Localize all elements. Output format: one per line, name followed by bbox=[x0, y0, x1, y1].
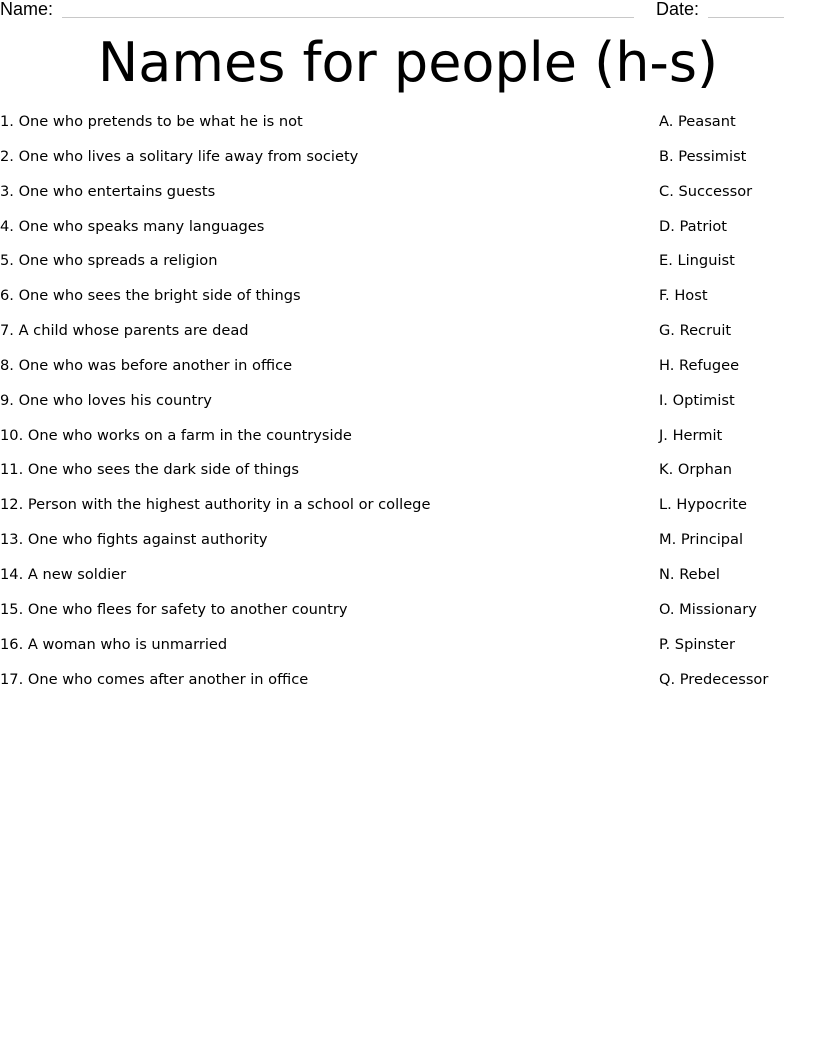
answer-item: Q. Predecessor bbox=[659, 670, 769, 688]
question-item: 3. One who entertains guests bbox=[0, 182, 216, 200]
question-item: 10. One who works on a farm in the countryside bbox=[0, 426, 352, 444]
name-label: Name: bbox=[0, 0, 54, 19]
answer-item: F. Host bbox=[659, 287, 708, 305]
question-item: 14. A new soldier bbox=[0, 565, 127, 583]
answer-item: G. Recruit bbox=[659, 322, 732, 340]
answer-item: B. Pessimist bbox=[659, 147, 747, 165]
answer-item: M. Principal bbox=[659, 531, 744, 549]
answer-item: K. Orphan bbox=[659, 461, 733, 479]
name-blank-line bbox=[62, 17, 634, 18]
question-item: 15. One who flees for safety to another country bbox=[0, 600, 348, 618]
answer-item: E. Linguist bbox=[659, 252, 735, 270]
question-item: 7. A child whose parents are dead bbox=[0, 322, 249, 340]
question-item: 9. One who loves his country bbox=[0, 391, 212, 409]
answer-item: I. Optimist bbox=[659, 391, 735, 409]
question-item: 11. One who sees the dark side of things bbox=[0, 461, 300, 479]
worksheet-title: Names for people (h-s) bbox=[97, 31, 719, 94]
question-item: 6. One who sees the bright side of things bbox=[0, 287, 301, 305]
question-item: 2. One who lives a solitary life away from society bbox=[0, 147, 359, 165]
answers-list bbox=[659, 112, 816, 704]
question-item: 8. One who was before another in office bbox=[0, 356, 293, 374]
answer-item: L. Hypocrite bbox=[659, 496, 747, 514]
date-blank-line bbox=[708, 17, 784, 18]
questions-list bbox=[0, 112, 640, 704]
question-item: 4. One who speaks many languages bbox=[0, 217, 265, 235]
question-item: 1. One who pretends to be what he is not bbox=[0, 113, 303, 130]
answer-item: D. Patriot bbox=[659, 217, 728, 235]
answer-item: H. Refugee bbox=[659, 356, 740, 374]
answer-item: C. Successor bbox=[659, 182, 753, 200]
question-item: 12. Person with the highest authority in a school or college bbox=[0, 496, 431, 514]
answer-item: A. Peasant bbox=[659, 113, 736, 130]
answer-item: J. Hermit bbox=[659, 426, 723, 444]
date-label: Date: bbox=[656, 0, 700, 19]
question-item: 13. One who fights against authority bbox=[0, 531, 268, 549]
question-item: 16. A woman who is unmarried bbox=[0, 635, 228, 653]
question-item: 5. One who spreads a religion bbox=[0, 252, 218, 270]
answer-item: P. Spinster bbox=[659, 635, 735, 653]
answer-item: N. Rebel bbox=[659, 565, 720, 583]
worksheet-header bbox=[0, 0, 816, 22]
question-item: 17. One who comes after another in office bbox=[0, 670, 309, 688]
answer-item: O. Missionary bbox=[659, 600, 757, 618]
